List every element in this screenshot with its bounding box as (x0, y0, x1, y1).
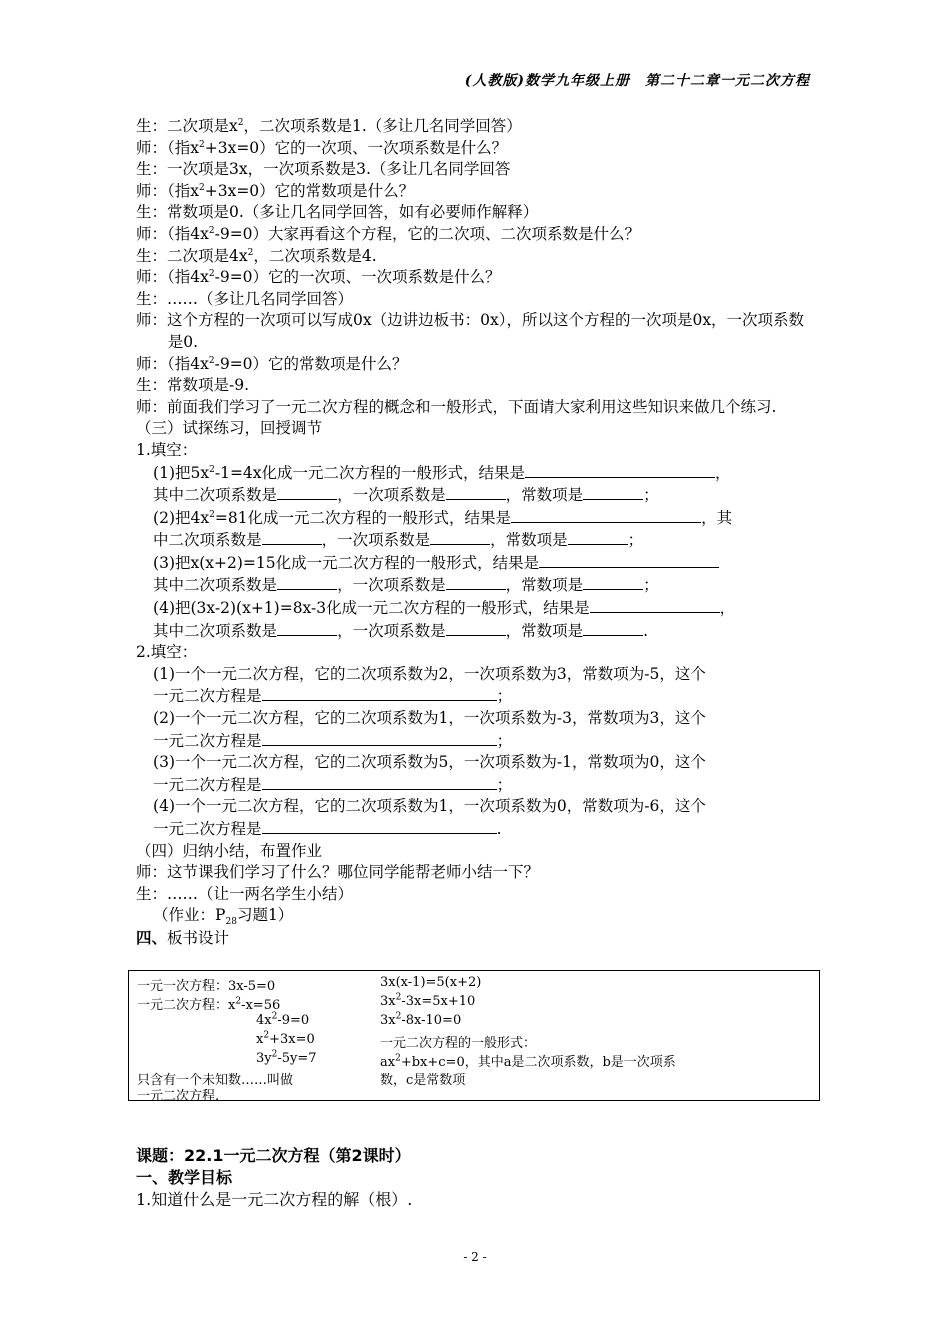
question-item: (4)把(3x-2)(x+1)=8x-3化成一元二次方程的一般形式，结果是 ， (153, 599, 736, 618)
board-text: 一元一次方程：3x-5=0 (137, 979, 276, 994)
section-heading: （三）试探练习，回授调节 (136, 419, 323, 438)
board-text: $3y^2-5y=7$ (256, 1049, 317, 1066)
question-item: 其中二次项系数是 ，一次项系数是 ，常数项是 ； (153, 486, 659, 505)
question-item: (1)一个一元二次方程，它的二次项系数为2，一次项系数为3，常数项为-5，这个 (153, 664, 706, 683)
question-title: 2.填空： (136, 643, 198, 662)
lesson-title: 课题：22.1一元二次方程（第2课时） (136, 1146, 411, 1165)
question-item: (4)一个一元二次方程，它的二次项系数为1，一次项系数为0，常数项为-6，这个 (153, 797, 706, 816)
answer-blank[interactable] (430, 529, 490, 545)
lesson-body (136, 116, 816, 950)
question-item: (2)把$4x^2=81$化成一元二次方程的一般形式，结果是 ，其 (153, 508, 733, 527)
next-lesson (136, 1145, 816, 1211)
answer-blank[interactable] (583, 620, 643, 636)
board-text: 数，c是常数项 (380, 1073, 466, 1088)
section-heading: （四）归纳小结，布置作业 (136, 841, 323, 860)
board-text: $3x^2-3x=5x+10$ (380, 992, 476, 1009)
goal-item: 1.知道什么是一元二次方程的解（根）. (136, 1190, 413, 1209)
homework-note: （作业：$P_{28}$习题1） (153, 906, 294, 928)
dialogue-line: 师：（指$x^2+3x=0$）它的常数项是什么？ (136, 181, 415, 200)
question-item: (3)一个一元二次方程，它的二次项系数为5，一次项系数为-1，常数项为0，这个 (153, 753, 706, 772)
dialogue-line: 生：常数项是-9. (136, 376, 250, 395)
answer-blank[interactable] (277, 620, 337, 636)
answer-blank[interactable] (539, 552, 719, 568)
question-item: 一元二次方程是 . (153, 820, 502, 838)
board-text: $ax^2+bx+c=0$，其中a是二次项系数，b是一次项系 (380, 1053, 676, 1070)
board-text: $3x^2-8x-10=0$ (380, 1011, 462, 1028)
answer-blank[interactable] (262, 685, 497, 701)
question-item: 其中二次项系数是 ，一次项系数是 ，常数项是 . (153, 621, 649, 640)
dialogue-line: 师：（指$4x^2-9=0$）它的常数项是什么？ (136, 354, 408, 373)
dialogue-line: 生：……（让一两名学生小结） (136, 884, 354, 903)
dialogue-line: 生：常数项是0.（多让几名同学回答，如有必要师作解释） (136, 203, 539, 222)
answer-blank[interactable] (525, 462, 715, 478)
board-text: 一元二次方程. (137, 1089, 220, 1104)
page-number: - 2 - (463, 1250, 487, 1264)
question-item: 一元二次方程是 ； (153, 775, 513, 794)
board-text: 只含有一个未知数……叫做 (137, 1073, 294, 1088)
board-text: 3x(x-1)=5(x+2) (380, 975, 482, 990)
board-text: $x^2+3x=0$ (256, 1030, 315, 1047)
blackboard-design-box (128, 970, 820, 1104)
board-text: 一元二次方程：$x^2-x=56$ (137, 996, 281, 1013)
question-title: 1.填空： (136, 440, 198, 459)
answer-blank[interactable] (262, 818, 497, 834)
question-item: 中二次项系数是 ，一次项系数是 ，常数项是 ； (153, 531, 644, 550)
dialogue-line: 师：（指$x^2+3x=0$）它的一次项、一次项系数是什么？ (136, 138, 508, 157)
goal-heading: 一、教学目标 (136, 1168, 233, 1187)
dialogue-line: 生：二次项是$4x^2$，二次项系数是4. (136, 246, 377, 265)
answer-blank[interactable] (262, 774, 497, 790)
dialogue-line: 师：（指$4x^2-9=0$）大家再看这个方程，它的二次项、二次项系数是什么？ (136, 224, 641, 243)
answer-blank[interactable] (262, 730, 497, 746)
section-heading: 四、板书设计 (136, 927, 230, 947)
dialogue-line: 师：（指$4x^2-9=0$）它的一次项、一次项系数是什么？ (136, 268, 501, 287)
page-header: (人教版)数学九年级上册 第二十二章一元二次方程 (464, 73, 810, 89)
dialogue-line: 生：二次项是$x^2$，二次项系数是1.（多让几名同学回答） (136, 117, 522, 135)
answer-blank[interactable] (583, 484, 643, 500)
dialogue-line: 生：一次项是3x，一次项系数是3.（多让几名同学回答 (136, 160, 511, 179)
answer-blank[interactable] (446, 484, 506, 500)
answer-blank[interactable] (446, 574, 506, 590)
answer-blank[interactable] (446, 620, 506, 636)
answer-blank[interactable] (262, 529, 322, 545)
dialogue-line: 师：这节课我们学习了什么？哪位同学能帮老师小结一下？ (136, 863, 540, 882)
question-item: (3)把x(x+2)=15化成一元二次方程的一般形式，结果是 (136, 552, 816, 575)
dialogue-line: 师：这个方程的一次项可以写成0x（边讲边板书：0x），所以这个方程的一次项是0x，一次项系数是0. (136, 311, 805, 351)
dialogue-line: 师：前面我们学习了一元二次方程的概念和一般形式，下面请大家利用这些知识来做几个练习. (136, 397, 777, 416)
answer-blank[interactable] (511, 507, 701, 523)
dialogue-line: 生：……（多让几名同学回答） (136, 289, 354, 308)
question-item: 其中二次项系数是 ，一次项系数是 ，常数项是 ； (153, 576, 659, 595)
answer-blank[interactable] (590, 597, 720, 613)
question-item: (1)把$5x^2-1=4x$化成一元二次方程的一般形式，结果是 ， (153, 463, 731, 482)
answer-blank[interactable] (568, 529, 628, 545)
answer-blank[interactable] (277, 574, 337, 590)
answer-blank[interactable] (583, 574, 643, 590)
question-item: (2)一个一元二次方程，它的二次项系数为1，一次项系数为-3，常数项为3，这个 (153, 709, 706, 728)
answer-blank[interactable] (277, 484, 337, 500)
board-text: $4x^2-9=0$ (256, 1011, 310, 1028)
question-item: 一元二次方程是 ； (153, 687, 513, 706)
question-item: 一元二次方程是 ； (153, 731, 513, 750)
board-text: 一元二次方程的一般形式： (380, 1036, 537, 1051)
